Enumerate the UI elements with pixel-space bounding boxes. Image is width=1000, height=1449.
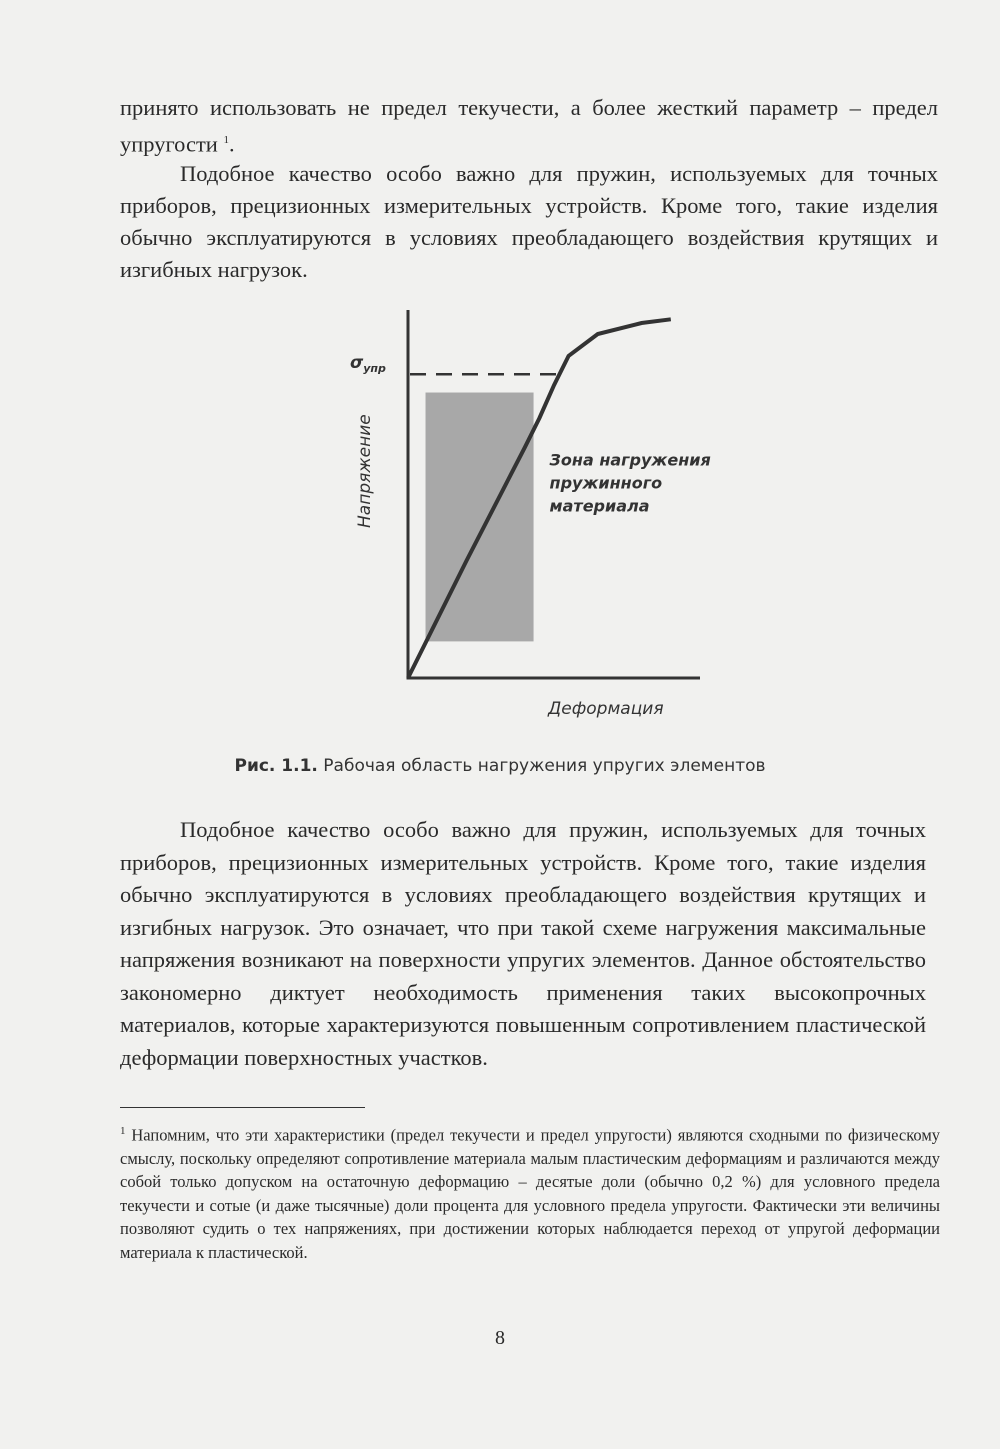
zone-label-line-3: материала — [549, 496, 650, 516]
caption-number: Рис. 1.1. — [234, 756, 318, 776]
elastic-limit-label — [350, 353, 386, 375]
page-number: 8 — [495, 1327, 505, 1349]
footnote-reference[interactable]: 1 — [223, 134, 229, 146]
footnote-divider — [120, 1107, 365, 1108]
footnote-text: Напомним, что эти характеристики (предел текучести и предел упругости) являются сходными по физическому смыслу, поскольку определяют сопротивление материала малым пластическим деформациям и различаются между собой только допуском на остаточную деформацию – десятые доли (обычно 0,2 %) для условного предела текучести и сотые (и даже тысячные) доли процента для условного предела упругости. Фактически эти величины позволяют судить о тех напряжениях, при достижении которых наблюдается переход от упругой деформации материала к пластической. — [120, 1125, 941, 1262]
shaded-zone — [426, 393, 534, 642]
figure-caption — [0, 756, 1000, 776]
paragraph-2: Подобное качество особо важно для пружин, используемых для точных приборов, прецизионных измерительных устройств. Кроме того, такие изделия обычно эксплуатируются в условиях преобладающего воздействия крутящих и изгибных нагрузок. — [120, 161, 938, 282]
caption-text: Рабочая область нагружения упругих элементов — [323, 756, 766, 776]
paragraph-1-end: . — [228, 131, 235, 157]
x-axis-label: Деформация — [548, 699, 664, 719]
zone-label-line-2: пружинного — [549, 473, 663, 493]
paragraph-1 — [120, 92, 938, 161]
zone-label-line-1: Зона нагружения — [549, 450, 711, 470]
y-axis-label: Напряжение — [355, 414, 375, 528]
stress-strain-chart — [340, 300, 760, 730]
sigma-subscript: упр — [363, 362, 386, 376]
sigma-symbol: σ — [350, 353, 364, 374]
figure-chart — [340, 300, 760, 730]
footnote-marker: 1 — [120, 1125, 126, 1137]
paragraph-3: Подобное качество особо важно для пружин, используемых для точных приборов, прецизионных измерительных устройств. Кроме того, такие изделия обычно эксплуатируются в условиях преобладающего воздействия крутящих и изгибных нагрузок. Это означает, что при такой схеме нагружения максимальные напряжения возникают на поверхности упругих элементов. Данное обстоятельство закономерно диктует необходимость применения таких высокопрочных материалов, которые характеризуются повышенным сопротивлением пластической деформации поверхностных участков. — [120, 817, 926, 1070]
paragraph-1-text: принято использовать не предел текучести, а более жесткий параметр – предел упругости — [120, 95, 938, 157]
footnote — [120, 1120, 940, 1264]
